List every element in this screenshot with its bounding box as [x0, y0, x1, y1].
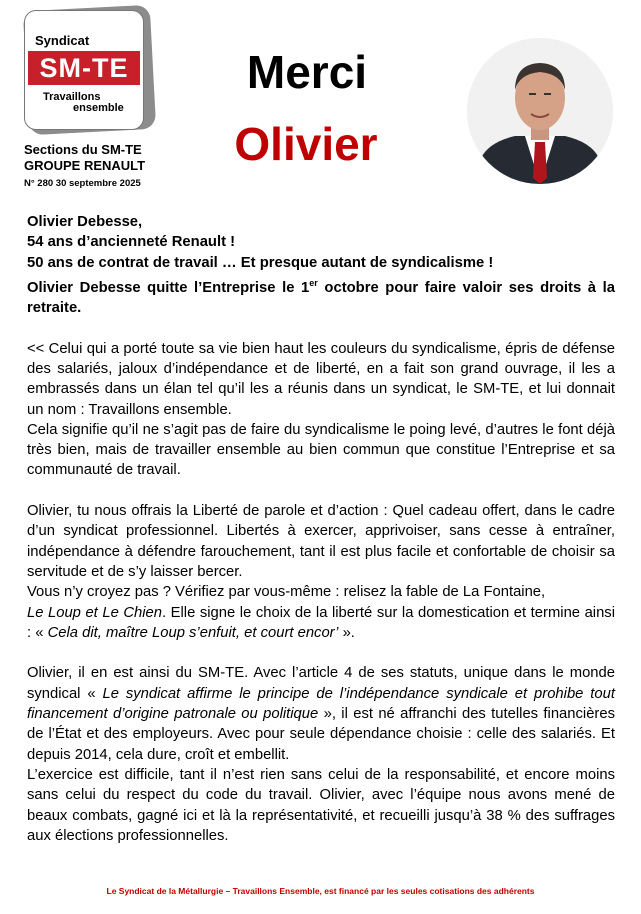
paragraph-3a-end: », il est né affranchi des tutelles financières de l’État et des employeurs. Avec pour seule dépendance choisie : celle des salariés. Et depuis 2014, cela dure, croît et embellit.	[27, 706, 615, 763]
group-label: GROUPE RENAULT	[24, 158, 146, 173]
fable-title: Le Loup et Le Chien	[27, 604, 162, 621]
paragraph-3a-text: Olivier, il en est ainsi du SM-TE. Avec l’article 4 de ses statuts, unique dans le monde syndical «	[27, 665, 615, 702]
sections-label: Sections du SM-TE	[24, 142, 142, 157]
paragraph-3a	[27, 663, 615, 764]
statute-quote: Le syndicat affirme le principe de l’indépendance syndicale et prohibe tout financement d’origine patronale ou politique	[27, 685, 615, 723]
paragraph-2c-text: . Elle signe le choix de la liberté sur la domestication et termine ainsi : «	[27, 604, 615, 641]
portrait-image	[467, 38, 613, 184]
logo-sm-te: SM-TE	[28, 51, 140, 85]
paragraph-2c-end: ».	[338, 624, 355, 641]
paragraph-2b: Vous n’y croyez pas ? Vérifiez par vous-même : relisez la fable de La Fontaine,	[27, 584, 546, 601]
intro-line-4-a: Olivier Debesse quitte l’Entreprise le 1	[27, 279, 310, 296]
title-olivier: Olivier	[234, 118, 378, 170]
intro-line-3: 50 ans de contrat de travail … Et presque autant de syndicalisme !	[27, 254, 494, 271]
paragraph-1a: << Celui qui a porté toute sa vie bien haut les couleurs du syndicalisme, épris de défense des salariés, jaloux d’indépendance et de liberté, en a fait son grand ouvrage, il les a embrassés dans un élan tel qu’il les a réunis dans un syndicat, le SM-TE, et lui donnait un nom : Travaillons ensemble.	[27, 340, 615, 418]
paragraph-2c	[27, 603, 615, 644]
intro-line-2: 54 ans d’ancienneté Renault !	[27, 234, 236, 251]
sm-te-logo	[24, 10, 144, 130]
logo-travaillons: Travaillons	[43, 91, 101, 103]
intro-line-1: Olivier Debesse,	[27, 214, 143, 230]
logo-syndicat: Syndicat	[35, 33, 90, 48]
portrait-photo	[467, 38, 613, 184]
issue-number: N° 280 30 septembre 2025	[24, 178, 141, 189]
fable-quote: Cela dit, maître Loup s’enfuit, et court encor’	[47, 624, 339, 641]
intro-line-4	[27, 273, 615, 319]
footer-note: Le Syndicat de la Métallurgie – Travaillons Ensemble, est financé par les seules cotisations des adhérents	[106, 886, 535, 896]
intro-line-4-b: octobre pour faire valoir ses droits à la retraite.	[27, 279, 615, 317]
paragraph-2a: Olivier, tu nous offrais la Liberté de parole et d’action : Quel cadeau offert, dans le cadre d’un syndicat professionnel. Libertés à exercer, apprivoiser, sans cesse à entraîner, indépendance à défendre farouchement, tant il est plus facile et confortable de choisir sa servitude et de s’y laisser bercer.	[27, 503, 615, 580]
title-merci: Merci	[246, 46, 368, 98]
sections-block	[24, 142, 174, 192]
logo-ensemble: ensemble	[73, 102, 124, 114]
article-body	[27, 212, 615, 846]
paragraph-3b: L’exercice est difficile, tant il n’est rien sans celui de la responsabilité, et encore moins sans celui du respect du code du travail. Olivier, avec l’équipe nous avons mené de beaux combats, gagné ici et là la représentativité, et recueilli jusqu’à 38 % des suffrages aux élections professionnelles.	[27, 766, 615, 844]
intro-line-4-sup: er	[309, 277, 318, 288]
paragraph-1b: Cela signifie qu’il ne s’agit pas de faire du syndicalisme le poing levé, d’autres le font déjà très bien, mais de travailler ensemble au bien commun que constitue l’Entreprise et sa communauté de travail.	[27, 421, 615, 479]
